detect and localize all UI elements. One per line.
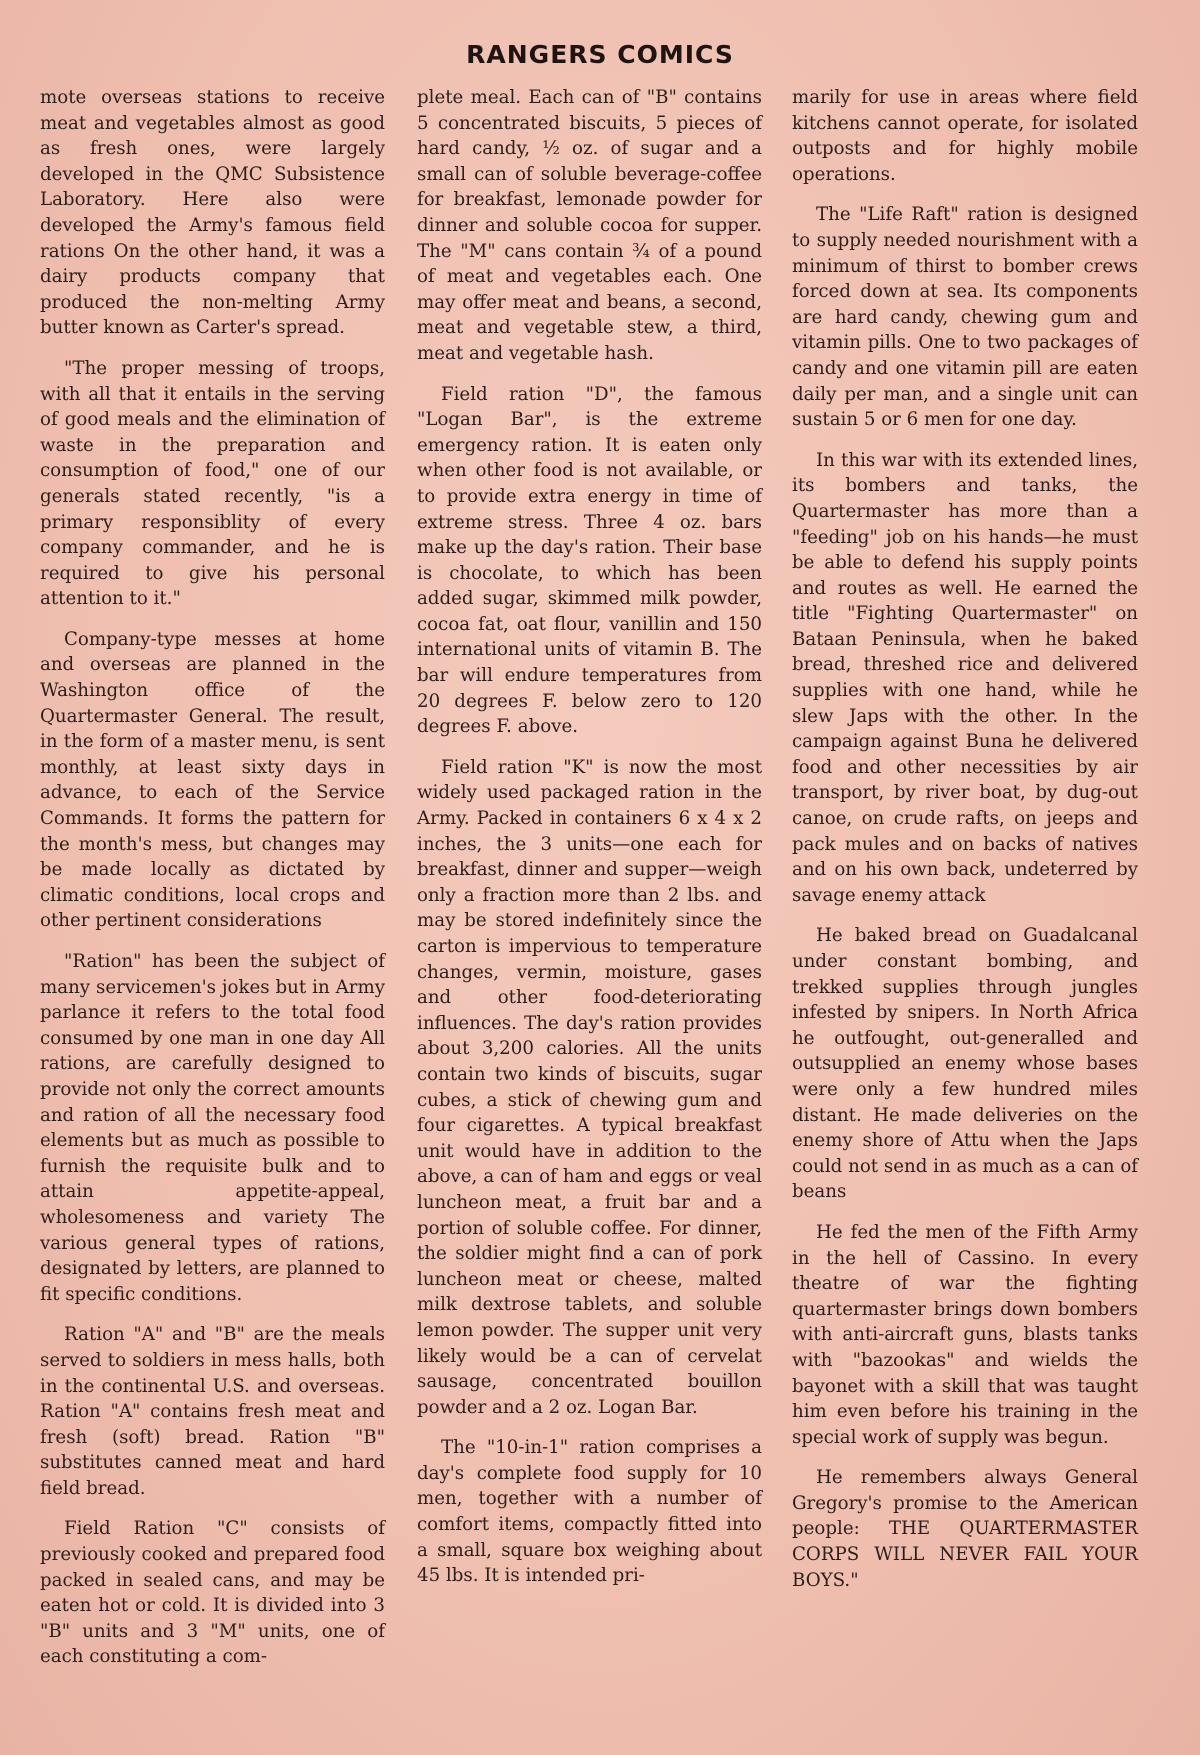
paragraph: He fed the men of the Fifth Army in the hell of Cassino. In every theatre of war the fighting quartermaster brings down bombers with anti-aircraft guns, blasts tanks with "bazookas" and wields the bayonet with a skill that was taught him even before his training in the special work of supply was begun. [792,1221,1138,1448]
paragraph: He baked bread on Guadalcanal under constant bombing, and trekked supplies through jungles infested by snipers. In North Africa he outfought, out-generalled and outsupplied an enemy whose bases were only a few hundred miles distant. He made deliveries on the enemy shore of Attu when the Japs could not send in as much as a can of beans [792,925,1138,1203]
paragraph: He remembers always General Gregory's promise to the American people: THE QUARTERMASTER CORPS WILL NEVER FAIL YOUR BOYS." [792,1467,1138,1591]
paragraph: Company-type messes at home and overseas are planned in the Washington office of the Quartermaster General. The result, in the form of a master menu, is sent monthly, at least sixty days in advance, to each of the Service Commands. It forms the pattern for the month's mess, but changes may be made locally as dictated by climatic conditions, local crops and other pertinent considerations [40,628,385,932]
paragraph: marily for use in areas where field kitchens cannot operate, for isolated outposts and for highly mobile operations. [792,87,1138,185]
paragraph: mote overseas stations to receive meat and vegetables almost as good as fresh ones, were largely developed in the QMC Subsistence Laboratory. Here also were developed the Army's famous field rations On the other hand, it was a dairy products company that produced the non-melting Army butter known as Carter's spread. [40,87,385,339]
paragraph: Field ration "K" is now the most widely used packaged ration in the Army. Packed in containers 6 x 4 x 2 inches, the 3 units—one each for breakfast, dinner and supper—weigh only a fraction more than 2 lbs. and may be stored indefinitely since the carton is impervious to temperature changes, vermin, moisture, gases and other food-deteriorating influences. The day's ration provides about 3,200 calories. All the units contain two kinds of biscuits, sugar cubes, a stick of chewing gum and four cigarettes. A typical breakfast unit would have in addition to the above, a can of ham and eggs or veal luncheon meat, a fruit bar and a portion of soluble coffee. For dinner, the soldier might find a can of pork luncheon meat or cheese, malted milk dextrose tablets, and soluble lemon powder. The supper unit very likely would be a can of cervelat sausage, concentrated bouillon powder and a 2 oz. Logan Bar. [417,756,762,1418]
paragraph: Ration "A" and "B" are the meals served to soldiers in mess halls, both in the continental U.S. and overseas. Ration "A" contains fresh meat and fresh (soft) bread. Ration "B" substitutes canned meat and hard field bread. [40,1324,385,1499]
paragraph: The "10-in-1" ration comprises a day's complete food supply for 10 men, together with a number of comfort items, compactly fitted into a small, square box weighing about 45 lbs. It is intended pri- [417,1437,762,1587]
paragraph: In this war with its extended lines, its bombers and tanks, the Quartermaster has more than a "feeding" job on his hands—he must be able to defend his supply points and routes as well. He earned the title "Fighting Quartermaster" on Bataan Peninsula, when he baked bread, threshed rice and delivered supplies with one hand, while he slew Japs with the other. In the campaign against Buna he delivered food and other necessities by air transport, by river boat, by dug-out canoe, on crude rafts, on jeeps and pack mules and on backs of natives and on his own back, undeterred by savage enemy attack [792,449,1138,906]
paragraph: plete meal. Each can of "B" contains 5 concentrated biscuits, 5 pieces of hard candy, ½ oz. of sugar and a small can of soluble beverage-coffee for breakfast, lemonade powder for dinner and soluble cocoa for supper. The "M" cans contain ¾ of a pound of meat and vegetables each. One may offer meat and beans, a second, meat and vegetable stew, a third, meat and vegetable hash. [417,87,762,364]
paragraph: "Ration" has been the subject of many servicemen's jokes but in Army parlance it refers to the total food consumed by one man in one day All rations, are carefully designed to provide not only the correct amounts and ration of all the necessary food elements but as much as possible to furnish the requisite bulk and to attain appetite-appeal, wholesomeness and variety The various general types of rations, designated by letters, are planned to fit specific conditions. [40,951,385,1305]
paragraph: The "Life Raft" ration is designed to supply needed nourishment with a minimum of thirst to bomber crews forced down at sea. Its components are hard candy, chewing gum and vitamin pills. One to two packages of candy and one vitamin pill are eaten daily per man, and a single unit can sustain 5 or 6 men for one day. [792,204,1138,431]
paragraph: "The proper messing of troops, with all that it entails in the serving of good meals and the elimination of waste in the preparation and consumption of food," one of our generals stated recently, "is a primary responsiblity of every company commander, and he is required to give his personal attention to it." [40,357,385,610]
paragraph: Field ration "D", the famous "Logan Bar", is the extreme emergency ration. It is eaten only when other food is not available, or to provide extra energy in time of extreme stress. Three 4 oz. bars make up the day's ration. Their base is chocolate, to which has been added sugar, skimmed milk powder, cocoa fat, oat flour, vanillin and 150 international units of vitamin B. The bar will endure temperatures from 20 degrees F. below zero to 120 degrees F. above. [417,383,762,738]
text-column-2 [417,85,762,1604]
paragraph: Field Ration "C" consists of previously cooked and prepared food packed in sealed cans, and may be eaten hot or cold. It is divided into 3 "B" units and 3 "M" units, one of each constituting a com- [40,1518,385,1668]
text-column-3 [792,85,1138,1608]
page-header: RANGERS COMICS [466,40,734,69]
text-column-1 [40,85,385,1685]
